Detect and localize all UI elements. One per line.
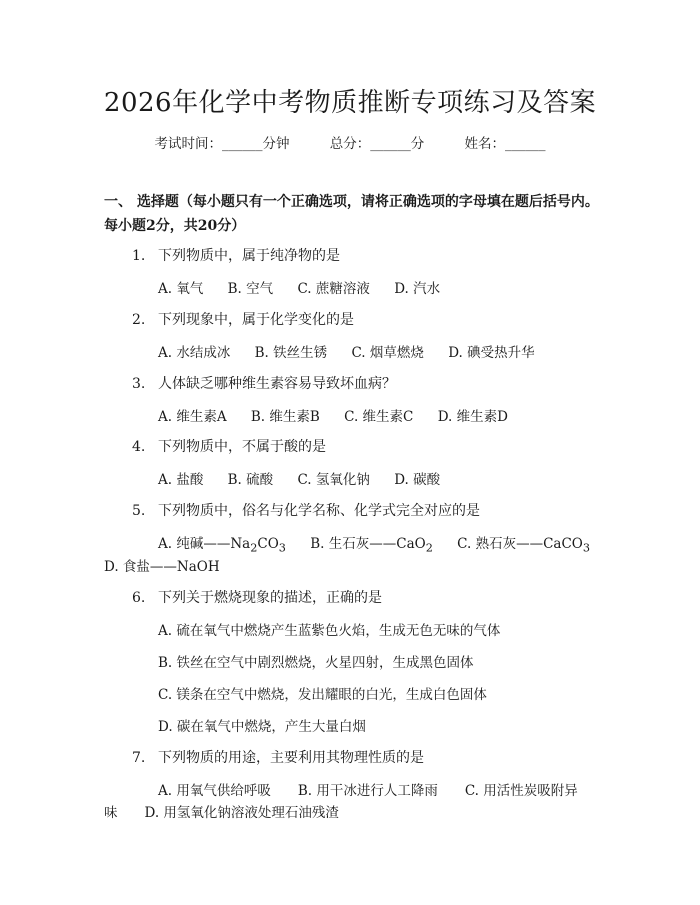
question-text: 下列关于燃烧现象的描述，正确的是 <box>158 590 382 606</box>
option-c: C. 维生素C <box>344 409 414 425</box>
option-c: C. 镁条在空气中燃烧，发出耀眼的白光，生成白色固体 <box>158 687 487 703</box>
exam-name: 姓名：______ <box>464 136 546 152</box>
question-6 <box>132 587 382 607</box>
option-a: A. 纯碱$——Na_2CO_3$ <box>158 536 286 555</box>
question-number: 2. <box>132 312 146 328</box>
question-2 <box>132 309 354 329</box>
question-1-options <box>158 277 460 297</box>
option-c: C. 蔗糖溶液 <box>297 281 370 297</box>
option-a: A. 硫在氧气中燃烧产生蓝紫色火焰，生成无色无味的气体 <box>158 623 501 639</box>
option-a: A. 盐酸 <box>158 472 204 488</box>
question-1 <box>132 245 340 265</box>
option-c: C. 氢氧化钠 <box>297 472 370 488</box>
question-4 <box>132 436 326 456</box>
question-number: 5. <box>132 503 146 519</box>
option-d: D. 碳在氧气中燃烧，产生大量白烟 <box>158 719 366 735</box>
option-d: D. 食盐——NaOH <box>104 559 220 575</box>
question-text: 下列现象中，属于化学变化的是 <box>158 312 354 328</box>
option-c: C. 烟草燃烧 <box>351 345 424 361</box>
question-text: 下列物质中，属于纯净物的是 <box>158 248 340 264</box>
question-number: 7. <box>132 750 146 766</box>
option-b: B. 铁丝在空气中剧烈燃烧，火星四射，生成黑色固体 <box>158 655 474 671</box>
option-c: C. 熟石灰——CaCO$_3$ <box>457 536 591 555</box>
question-5-options-line1 <box>158 532 610 555</box>
question-7-options-line1: A. 用氧气供给呼吸 B. 用干冰进行人工降雨 C. 用活性炭吸附异 <box>158 783 578 799</box>
section-heading: 一、 选择题（每小题只有一个正确选项，请将正确选项的字母填在题后括号内。每小题2分，共20分） <box>104 194 599 234</box>
question-2-options <box>158 341 555 361</box>
option-d: D. 维生素D <box>437 409 508 425</box>
option-d: D. 碘受热升华 <box>448 345 535 361</box>
exam-time: 考试时间：______分钟 <box>154 136 290 152</box>
exam-score: 总分：______分 <box>329 136 425 152</box>
exam-meta <box>0 132 700 152</box>
question-4-options <box>158 468 460 488</box>
question-7-options-line2: 味 D. 用氢氧化钠溶液处理石油残渣 <box>104 805 339 821</box>
question-number: 6. <box>132 590 146 606</box>
question-3-options <box>158 405 528 425</box>
option-d: D. 碳酸 <box>394 472 441 488</box>
question-text: 下列物质的用途，主要利用其物理性质的是 <box>158 750 424 766</box>
question-number: 3. <box>132 376 146 392</box>
question-text: 下列物质中，俗名与化学名称、化学式完全对应的是 <box>158 503 480 519</box>
option-b: B. 维生素B <box>250 409 320 425</box>
option-d: D. 汽水 <box>394 281 441 297</box>
question-text: 下列物质中，不属于酸的是 <box>158 439 326 455</box>
option-b: B. 铁丝生锈 <box>254 345 328 361</box>
option-a: A. 氧气 <box>158 281 204 297</box>
option-b: B. 生石灰——CaO$_2$ <box>310 536 433 555</box>
page-title: 2026年化学中考物质推断专项练习及答案 <box>103 88 597 118</box>
question-7 <box>132 747 424 767</box>
option-b: B. 空气 <box>227 281 274 297</box>
option-a: A. 水结成冰 <box>158 345 231 361</box>
question-number: 1. <box>132 248 146 264</box>
question-5 <box>132 500 480 520</box>
option-a: A. 维生素A <box>158 409 227 425</box>
question-3 <box>132 373 396 393</box>
option-b: B. 硫酸 <box>227 472 274 488</box>
question-text: 人体缺乏哪种维生素容易导致坏血病？ <box>158 376 396 392</box>
question-number: 4. <box>132 439 146 455</box>
